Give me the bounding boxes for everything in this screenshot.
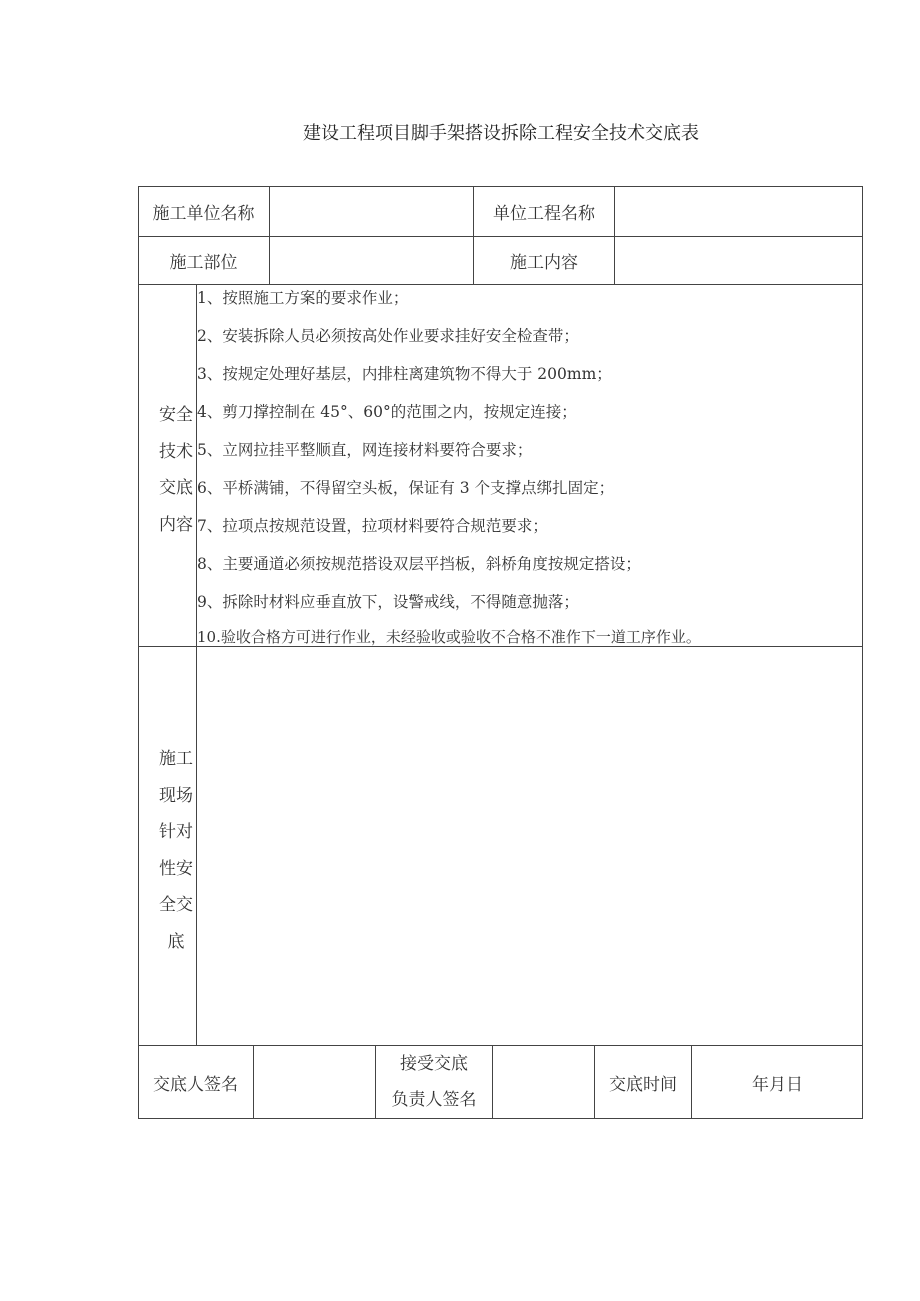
safety-item: 2、安装拆除人员必须按高处作业要求挂好安全检查带； <box>197 327 579 345</box>
label-line: 现场 <box>159 785 193 806</box>
label-line: 接受交底 <box>400 1054 468 1074</box>
receiver-signature-field[interactable] <box>493 1045 594 1119</box>
label-line: 负责人签名 <box>391 1090 477 1110</box>
project-name-label: 单位工程名称 <box>493 203 595 224</box>
label-line: 内容 <box>159 514 193 535</box>
unit-name-field[interactable] <box>270 186 473 236</box>
briefing-time-field[interactable]: 年月日 <box>752 1074 803 1095</box>
location-field[interactable] <box>270 236 473 284</box>
content-label: 施工内容 <box>510 252 578 273</box>
receiver-signature-label <box>376 1045 492 1119</box>
safety-item: 1、按照施工方案的要求作业； <box>197 289 409 307</box>
briefer-signature-field[interactable] <box>254 1045 375 1119</box>
safety-item: 6、平桥满铺，不得留空头板，保证有 3 个支撑点绑扎固定； <box>197 479 615 497</box>
label-line: 施工 <box>159 749 193 769</box>
label-line: 技术 <box>159 441 193 462</box>
briefer-signature-label: 交底人签名 <box>153 1074 238 1095</box>
label-line: 性安 <box>159 858 193 879</box>
unit-name-label: 施工单位名称 <box>152 203 255 224</box>
label-line: 底 <box>167 931 185 952</box>
safety-item: 4、剪刀撑控制在 45°、60°的范围之内，按规定连接； <box>197 403 577 421</box>
safety-item: 3、按规定处理好基层，内排柱离建筑物不得大于 200mm； <box>197 365 612 383</box>
briefing-time-label: 交底时间 <box>609 1074 677 1095</box>
content-field[interactable] <box>615 236 863 284</box>
safety-item: 8、主要通道必须按规范搭设双层平挡板，斜桥角度按规定搭设； <box>197 555 641 573</box>
label-line: 针对 <box>159 822 193 842</box>
site-briefing-label <box>148 741 204 960</box>
label-line: 交底 <box>159 478 193 498</box>
project-name-field[interactable] <box>615 186 863 236</box>
safety-item: 7、拉项点按规范设置，拉项材料要符合规范要求； <box>197 517 548 535</box>
site-briefing-field[interactable] <box>197 647 863 1045</box>
safety-item: 5、立网拉挂平整顺直，网连接材料要符合要求； <box>197 441 533 459</box>
label-line: 安全 <box>159 405 193 425</box>
safety-content-label <box>148 397 204 543</box>
safety-item: 10.验收合格方可进行作业，未经验收或验收不合格不准作下一道工序作业。 <box>197 628 701 646</box>
page-title: 建设工程项目脚手架搭设拆除工程安全技术交底表 <box>303 123 699 144</box>
label-line: 全交 <box>159 895 193 915</box>
location-label: 施工部位 <box>169 252 238 273</box>
row-divider <box>138 284 863 285</box>
safety-item: 9、拆除时材料应垂直放下，设警戒线，不得随意抛落； <box>197 593 579 611</box>
